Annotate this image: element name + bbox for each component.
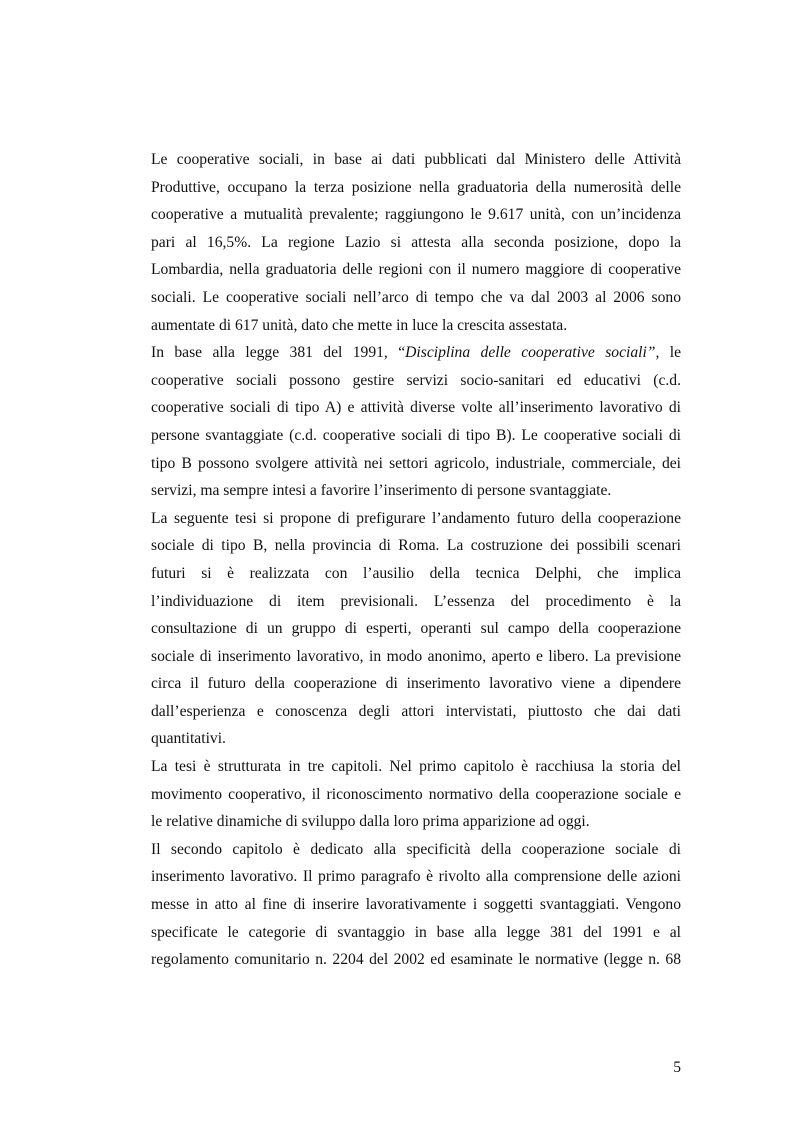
text-line: tipo B possono svolgere attività nei settori agricolo, industriale, commerciale, dei <box>151 454 681 472</box>
paragraph-1 <box>151 146 681 339</box>
text-line: sociale di inserimento lavorativo, in modo anonimo, aperto e libero. La previsione <box>151 647 681 665</box>
paragraph-5 <box>151 836 681 974</box>
text-line: Produttive, occupano la terza posizione nella graduatoria della numerosità delle <box>151 178 681 196</box>
text-run: le <box>659 344 682 362</box>
text-line <box>151 339 681 367</box>
text-line: La tesi è strutturata in tre capitoli. Nel primo capitolo è racchiusa la storia del <box>151 758 681 776</box>
text-line: messe in atto al fine di inserire lavorativamente i soggetti svantaggiati. Vengono <box>151 896 681 914</box>
text-line: Lombardia, nella graduatoria delle regioni con il numero maggiore di cooperative <box>151 261 681 279</box>
text-line: La seguente tesi si propone di prefigurare l’andamento futuro della cooperazione <box>151 509 681 527</box>
text-line: l’individuazione di item previsionali. L’essenza del procedimento è la <box>151 592 681 610</box>
text-line: quantitativi. <box>151 730 226 748</box>
text-line: sociali. Le cooperative sociali nell’arco di tempo che va dal 2003 al 2006 sono <box>151 288 681 306</box>
text-line: circa il futuro della cooperazione di inserimento lavorativo viene a dipendere <box>151 675 681 693</box>
text-line: regolamento comunitario n. 2204 del 2002 ed esaminate le normative (legge n. 68 <box>151 951 681 969</box>
paragraph-4 <box>151 753 681 836</box>
text-line: cooperative a mutualità prevalente; raggiungono le 9.617 unità, con un’incidenza <box>151 206 681 224</box>
text-line: servizi, ma sempre intesi a favorire l’inserimento di persone svantaggiate. <box>151 482 612 500</box>
paragraph-2 <box>151 339 681 505</box>
text-line: pari al 16,5%. La regione Lazio si attesta alla seconda posizione, dopo la <box>151 233 681 251</box>
text-line: aumentate di 617 unità, dato che mette in luce la crescita assestata. <box>151 316 568 334</box>
text-line: Le cooperative sociali, in base ai dati pubblicati dal Ministero delle Attività <box>151 151 681 168</box>
text-line: specificate le categorie di svantaggio in base alla legge 381 del 1991 e al <box>151 923 681 941</box>
text-line: movimento cooperativo, il riconoscimento normativo della cooperazione sociale e <box>151 785 681 803</box>
text-line: cooperative sociali possono gestire servizi socio-sanitari ed educativi (c.d. <box>151 371 681 389</box>
text-line: futuri si è realizzata con l’ausilio della tecnica Delphi, che implica <box>151 564 681 582</box>
text-run: In base alla legge 381 del 1991, “ <box>151 344 406 362</box>
page-number: 5 <box>673 1059 681 1076</box>
text-line: cooperative sociali di tipo A) e attività diverse volte all’inserimento lavorativo di <box>151 399 681 417</box>
text-line: inserimento lavorativo. Il primo paragrafo è rivolto alla comprensione delle azioni <box>151 868 681 886</box>
text-line: Il secondo capitolo è dedicato alla specificità della cooperazione sociale di <box>151 840 681 858</box>
body-text <box>151 146 681 974</box>
text-line: sociale di tipo B, nella provincia di Roma. La costruzione dei possibili scenari <box>151 537 681 555</box>
paragraph-3 <box>151 505 681 753</box>
text-line: dall’esperienza e conoscenza degli attori intervistati, piuttosto che dai dati <box>151 702 681 720</box>
text-line: consultazione di un gruppo di esperti, operanti sul campo della cooperazione <box>151 620 681 638</box>
law-title-italic: Disciplina delle cooperative sociali”, <box>405 344 660 362</box>
text-line: le relative dinamiche di sviluppo dalla loro prima apparizione ad oggi. <box>151 813 590 831</box>
text-line: persone svantaggiate (c.d. cooperative sociali di tipo B). Le cooperative sociali di <box>151 426 681 444</box>
